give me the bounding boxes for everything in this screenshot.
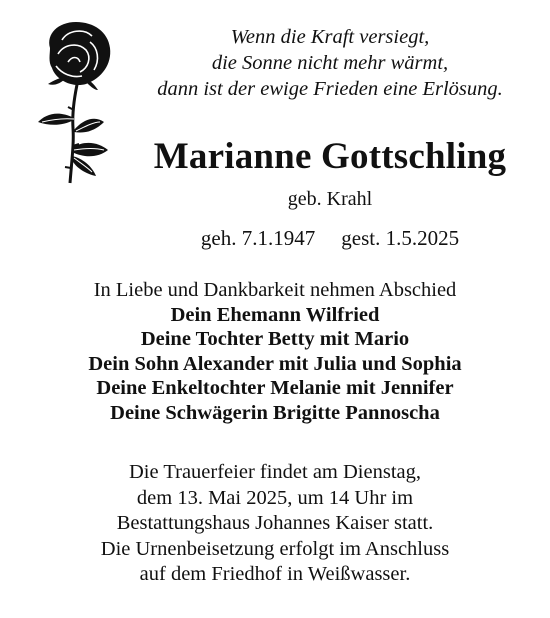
poem-line: Wenn die Kraft versiegt, bbox=[230, 26, 430, 48]
birth-name: geb. Krahl bbox=[287, 188, 373, 210]
service-line: Bestattungshaus Johannes Kaiser statt. bbox=[116, 512, 434, 534]
mourner: Dein Ehemann Wilfried bbox=[170, 303, 380, 326]
poem-line: die Sonne nicht mehr wärmt, bbox=[211, 52, 449, 74]
mourner: Dein Sohn Alexander mit Julia und Sophia bbox=[88, 352, 462, 375]
service-line: auf dem Friedhof in Weißwasser. bbox=[139, 563, 411, 585]
service-info bbox=[0, 460, 550, 588]
farewell-section bbox=[0, 278, 550, 425]
death-date: gest. 1.5.2025 bbox=[341, 226, 460, 250]
deceased-name: Marianne Gottschling bbox=[153, 136, 507, 177]
service-line: Die Trauerfeier findet am Dienstag, bbox=[128, 461, 422, 483]
poem bbox=[120, 24, 540, 102]
farewell-intro: In Liebe und Dankbarkeit nehmen Abschied bbox=[93, 279, 457, 301]
service-line: Die Urnenbeisetzung erfolgt im Anschluss bbox=[100, 537, 450, 560]
mourner: Deine Tochter Betty mit Mario bbox=[140, 328, 410, 350]
poem-line: dann ist der ewige Frieden eine Erlösung. bbox=[157, 78, 503, 100]
birth-date: geh. 7.1.1947 bbox=[200, 226, 316, 250]
life-dates bbox=[120, 224, 540, 252]
rose-icon bbox=[28, 18, 118, 198]
mourner: Deine Schwägerin Brigitte Pannoscha bbox=[110, 401, 440, 424]
mourner: Deine Enkeltochter Melanie mit Jennifer bbox=[96, 377, 454, 399]
service-line: dem 13. Mai 2025, um 14 Uhr im bbox=[136, 486, 414, 509]
